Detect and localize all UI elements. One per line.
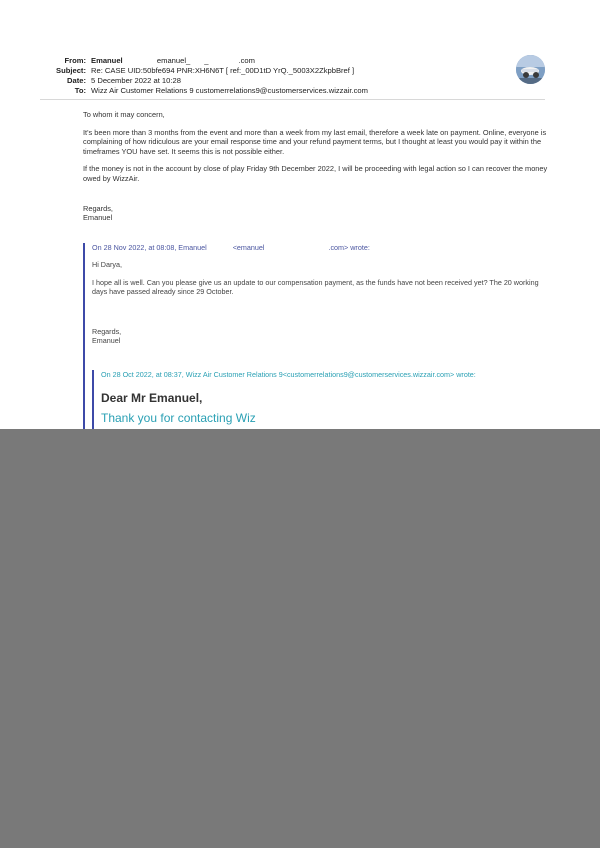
from-email-part1: emanuel_ <box>156 56 191 65</box>
quote1-signoff: Regards, <box>92 326 122 336</box>
email-header <box>40 56 510 96</box>
date-value: 5 December 2022 at 10:28 <box>91 76 181 85</box>
to-value[interactable]: Wizz Air Customer Relations 9 customerrelations9@customerservices.wizzair.com <box>91 86 368 95</box>
avatar <box>516 55 545 84</box>
quote1-attribution-email[interactable]: <emanuel <box>232 243 265 252</box>
quote2-salutation: Dear Mr Emanuel, <box>101 391 203 405</box>
to-row <box>40 86 510 96</box>
quoted-message-2 <box>92 370 544 430</box>
quote1-attribution-end: .com> wrote: <box>328 243 370 252</box>
date-label: Date: <box>67 76 86 85</box>
body-paragraph-2: If the money is not in the account by close of play Friday 9th December 2022, I will be proceeding with legal action so I can recover the money owed by WizzAir. <box>83 164 548 183</box>
from-email-part2: _ <box>204 56 209 65</box>
quote1-paragraph-1: I hope all is well. Can you please give us an update to our compensation payment, as the funds have not been received yet? The 20 working days have passed already since 29 October. <box>92 277 539 297</box>
from-name: Emanuel <box>91 56 123 65</box>
from-value[interactable] <box>91 56 255 66</box>
quote1-attribution <box>92 243 546 252</box>
body-paragraph-1: It's been more than 3 months from the event and more than a week from my last email, therefore a week late on payment. Online, everyone is complaining of how ridiculous are your email response time and your refund payment terms, but I thought at least you would pay it within the timeframes YOU have set. It seems this is not possible either. <box>83 127 547 156</box>
body-greeting: To whom it may concern, <box>83 110 165 119</box>
quote1-greeting: Hi Darya, <box>92 260 122 270</box>
quote2-cut-text: Thank you for contacting Wiz <box>101 411 256 425</box>
subject-label: Subject: <box>56 66 86 75</box>
from-label: From: <box>64 56 86 65</box>
email-body <box>83 110 548 223</box>
from-email-part3: .com <box>238 56 255 65</box>
date-row <box>40 76 510 86</box>
body-signature: Emanuel <box>83 213 113 223</box>
to-label: To: <box>74 86 86 95</box>
subject-row <box>40 66 510 76</box>
body-signoff: Regards, <box>83 203 113 213</box>
redaction-overlay <box>0 429 600 848</box>
subject-value: Re: CASE UID:50bfe694 PNR:XH6N6T [ ref:_00D1tD YrQ._5003X2ZkpbBref ] <box>91 66 355 75</box>
quote1-attribution-start: On 28 Nov 2022, at 08:08, Emanuel <box>92 243 207 252</box>
from-row <box>40 56 510 66</box>
quote1-signature: Emanuel <box>92 336 121 346</box>
avatar-photo-icon <box>516 55 545 84</box>
header-divider <box>40 99 545 100</box>
quote2-attribution: On 28 Oct 2022, at 08:37, Wizz Air Customer Relations 9<customerrelations9@customerservices.wizzair.com> wrote: <box>101 370 476 379</box>
